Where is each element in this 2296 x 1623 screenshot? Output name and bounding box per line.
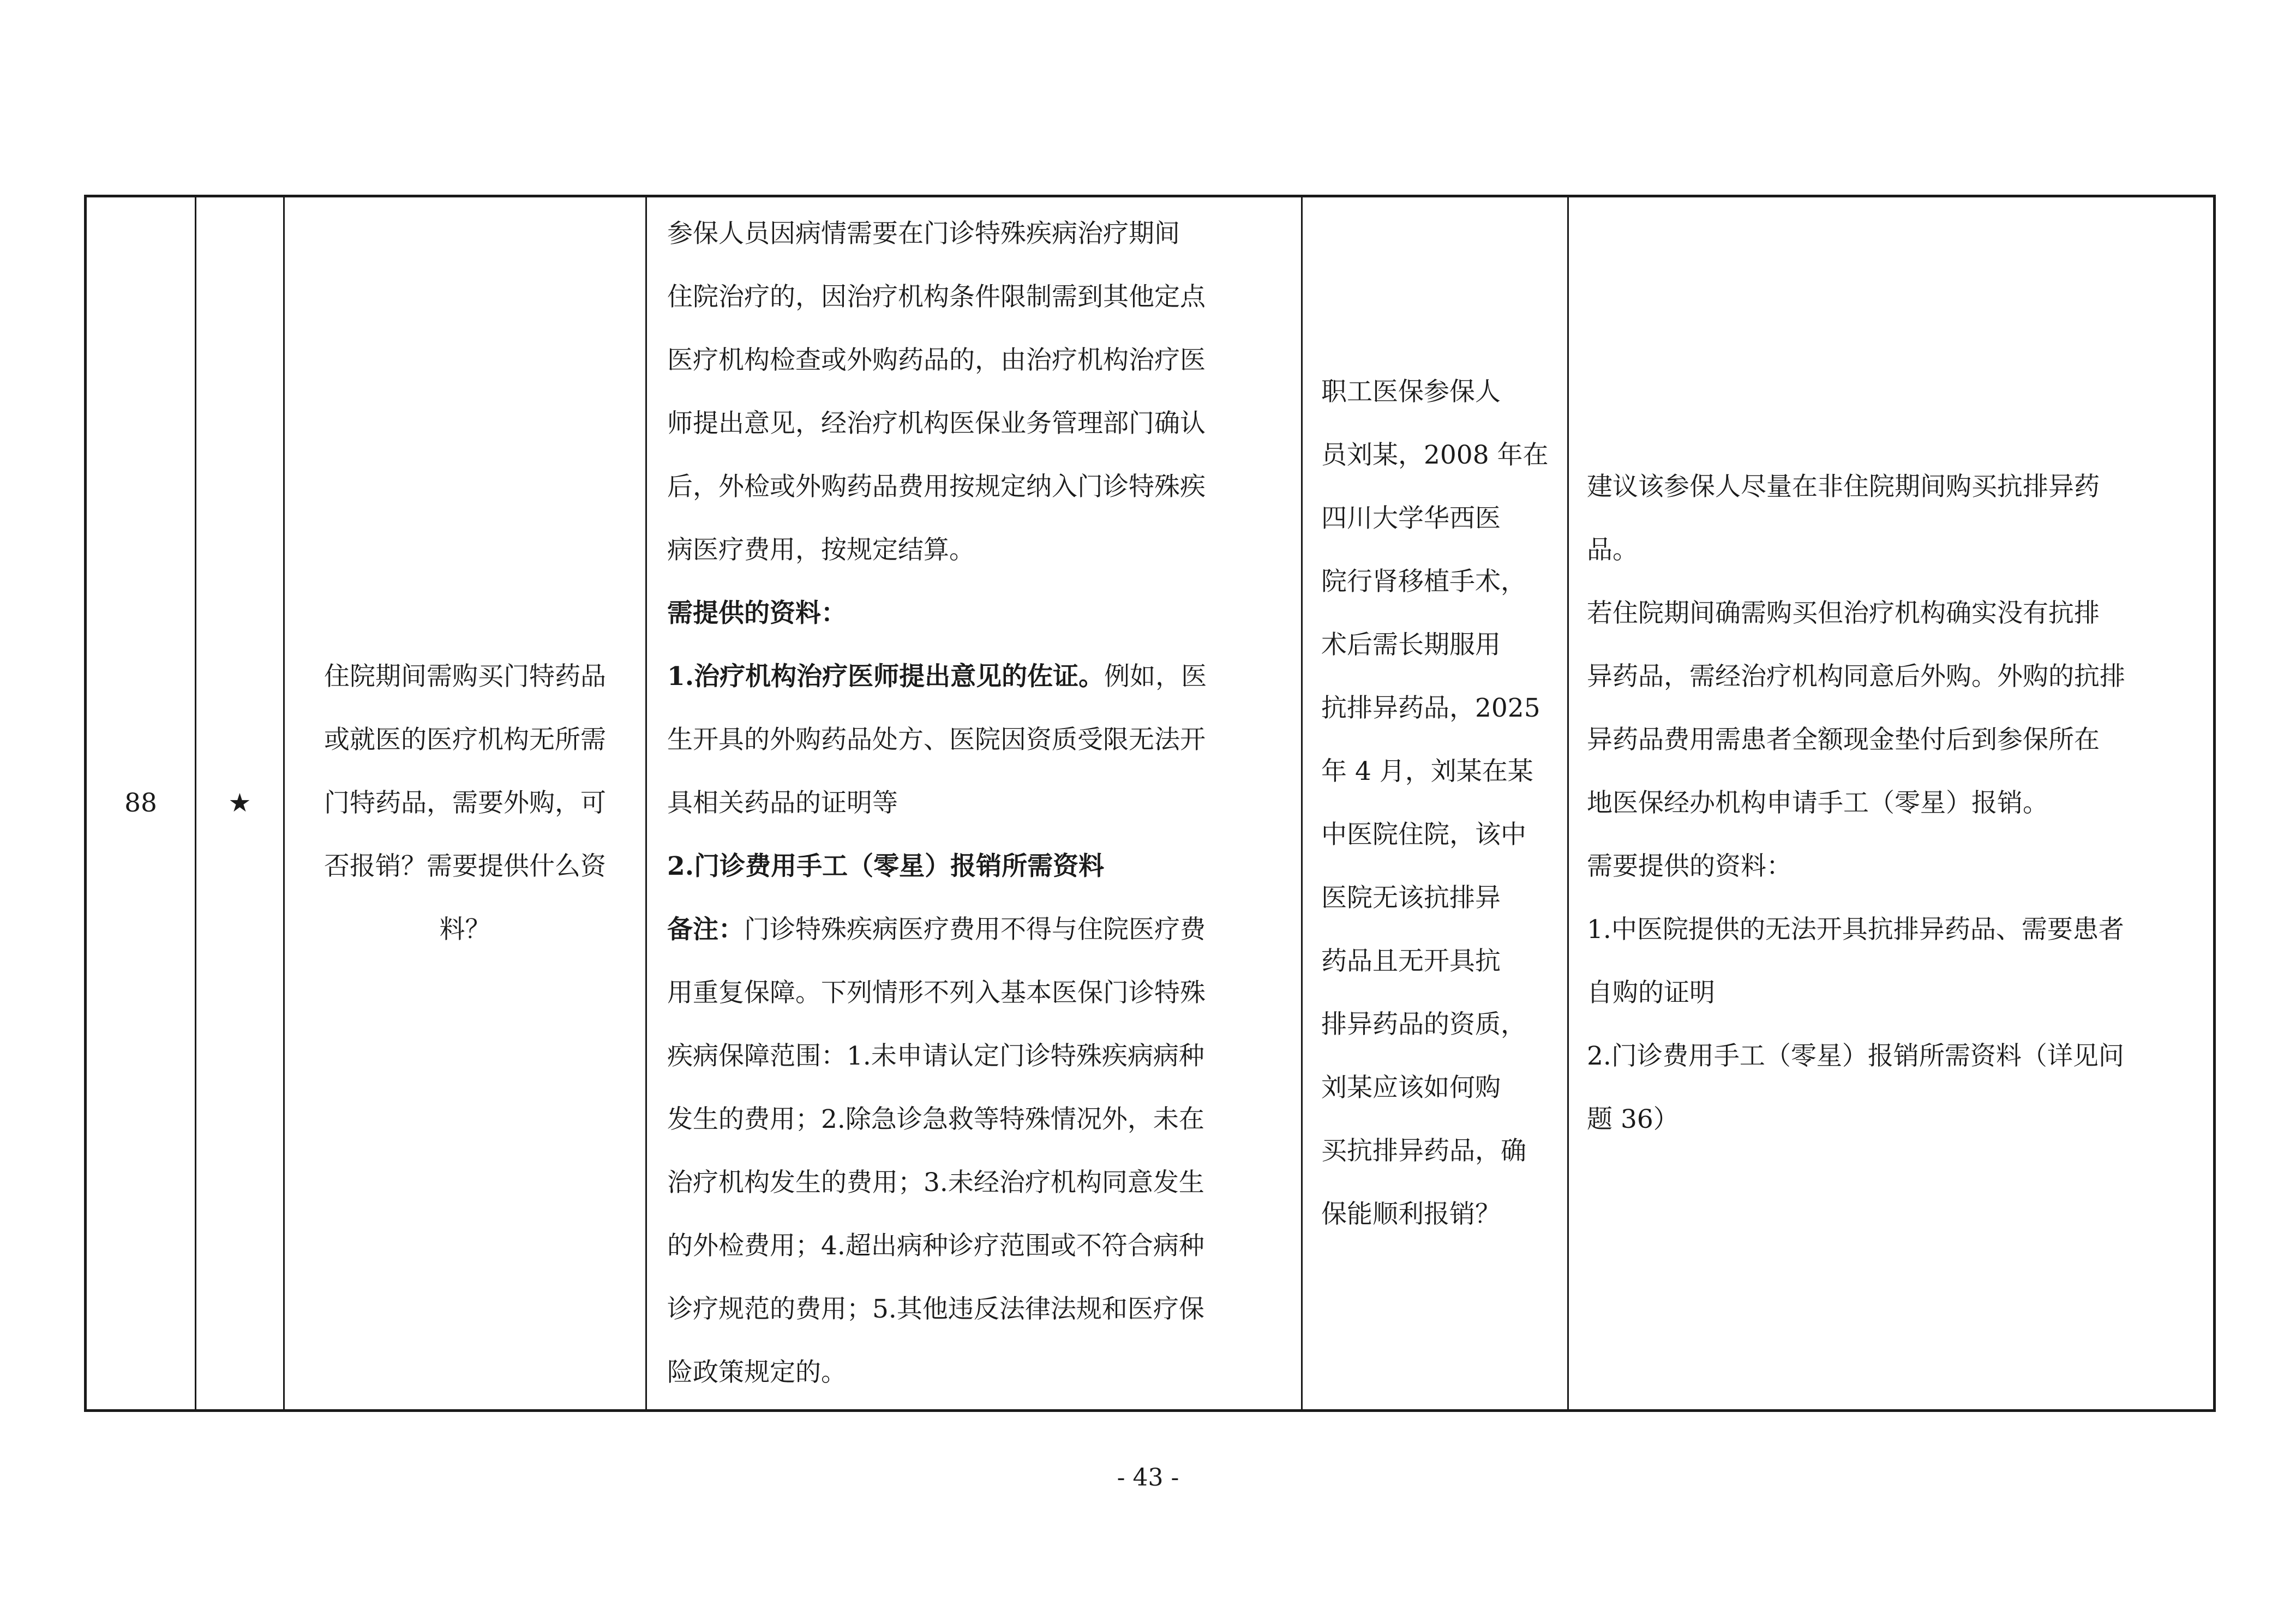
case-line: 四川大学华西医 — [1321, 503, 1501, 533]
case-line: 员刘某，2008 年在 — [1321, 440, 1549, 470]
material-item-1-line: 具相关药品的证明等 — [667, 788, 898, 818]
question-line: 料？ — [439, 915, 491, 945]
note-line: 发生的费用；2.除急诊急救等特殊情况外，未在 — [667, 1104, 1204, 1134]
policy-intro-line: 师提出意见，经治疗机构医保业务管理部门确认 — [667, 408, 1206, 438]
case-line: 药品且无开具抗 — [1321, 946, 1501, 976]
case-line: 中医院住院，该中 — [1321, 820, 1526, 850]
star-icon: ★ — [228, 788, 251, 818]
answer-line: 品。 — [1587, 535, 1638, 565]
case-line: 买抗排异药品，确 — [1321, 1136, 1526, 1166]
materials-heading: 需提供的资料： — [667, 598, 847, 628]
case-cell — [1303, 197, 1567, 1409]
material-item-1-title: 1.治疗机构治疗医师提出意见的佐证。 — [667, 662, 1105, 692]
question-line: 门特药品，需要外购，可 — [324, 788, 606, 818]
row-number: 88 — [124, 788, 157, 818]
note-text: 门诊特殊疾病医疗费用不得与住院医疗费 — [744, 915, 1206, 945]
note-line: 疾病保障范围：1.未申请认定门诊特殊疾病病种 — [667, 1041, 1204, 1071]
answer-line: 需要提供的资料： — [1587, 851, 1792, 881]
policy-intro-line: 参保人员因病情需要在门诊特殊疾病治疗期间 — [667, 219, 1180, 249]
case-line: 院行肾移植手术， — [1321, 567, 1526, 597]
answer-line: 题 36） — [1587, 1104, 1679, 1134]
material-item-1 — [667, 645, 1207, 708]
policy-intro-line: 住院治疗的，因治疗机构条件限制需到其他定点 — [667, 282, 1206, 312]
case-line: 抗排异药品，2025 — [1321, 693, 1540, 723]
material-item-1-line: 生开具的外购药品处方、医院因资质受限无法开 — [667, 725, 1206, 755]
policy-intro-line: 病医疗费用，按规定结算。 — [667, 535, 975, 565]
question-line: 否报销？需要提供什么资 — [324, 851, 606, 881]
case-line: 排异药品的资质， — [1321, 1009, 1526, 1039]
row-number-cell — [87, 197, 195, 1409]
note-line: 诊疗规范的费用；5.其他违反法律法规和医疗保 — [667, 1294, 1204, 1324]
answer-line: 自购的证明 — [1587, 978, 1715, 1008]
question-line: 住院期间需购买门特药品 — [324, 662, 606, 692]
policy-intro-line: 医疗机构检查或外购药品的，由治疗机构治疗医 — [667, 345, 1206, 375]
case-line: 医院无该抗排异 — [1321, 883, 1501, 913]
case-line: 保能顺利报销？ — [1321, 1199, 1501, 1229]
note-line: 险政策规定的。 — [667, 1357, 847, 1387]
answer-line: 异药品，需经治疗机构同意后外购。外购的抗排 — [1587, 662, 2125, 692]
case-line: 术后需长期服用 — [1321, 630, 1501, 660]
question-cell — [285, 197, 645, 1409]
case-line: 刘某应该如何购 — [1321, 1073, 1501, 1103]
answer-line: 异药品费用需患者全额现金垫付后到参保所在 — [1587, 725, 2100, 755]
mark-cell — [196, 197, 283, 1409]
answer-line: 若住院期间确需购买但治疗机构确实没有抗排 — [1587, 598, 2100, 628]
answer-line: 建议该参保人尽量在非住院期间购买抗排异药 — [1587, 472, 2100, 502]
policy-intro-line: 后，外检或外购药品费用按规定纳入门诊特殊疾 — [667, 472, 1206, 502]
material-item-2: 2.门诊费用手工（零星）报销所需资料 — [667, 851, 1105, 881]
note-line: 用重复保障。下列情形不列入基本医保门诊特殊 — [667, 978, 1206, 1008]
case-line: 年 4 月，刘某在某 — [1321, 756, 1533, 786]
qa-table — [84, 195, 2216, 1412]
note-label: 备注： — [667, 915, 744, 945]
question-line: 或就医的医疗机构无所需 — [324, 725, 606, 755]
case-line: 职工医保参保人 — [1321, 377, 1501, 407]
answer-cell — [1569, 197, 2213, 1409]
note-line — [667, 898, 1206, 961]
page-number: - 43 - — [1117, 1464, 1179, 1492]
policy-cell — [647, 197, 1301, 1409]
answer-line: 1.中医院提供的无法开具抗排异药品、需要患者 — [1587, 915, 2124, 945]
material-item-1-text: 例如，医 — [1104, 662, 1207, 692]
answer-line: 2.门诊费用手工（零星）报销所需资料（详见问 — [1587, 1041, 2124, 1071]
note-line: 治疗机构发生的费用；3.未经治疗机构同意发生 — [667, 1168, 1204, 1198]
note-line: 的外检费用；4.超出病种诊疗范围或不符合病种 — [667, 1231, 1204, 1261]
answer-line: 地医保经办机构申请手工（零星）报销。 — [1587, 788, 2048, 818]
